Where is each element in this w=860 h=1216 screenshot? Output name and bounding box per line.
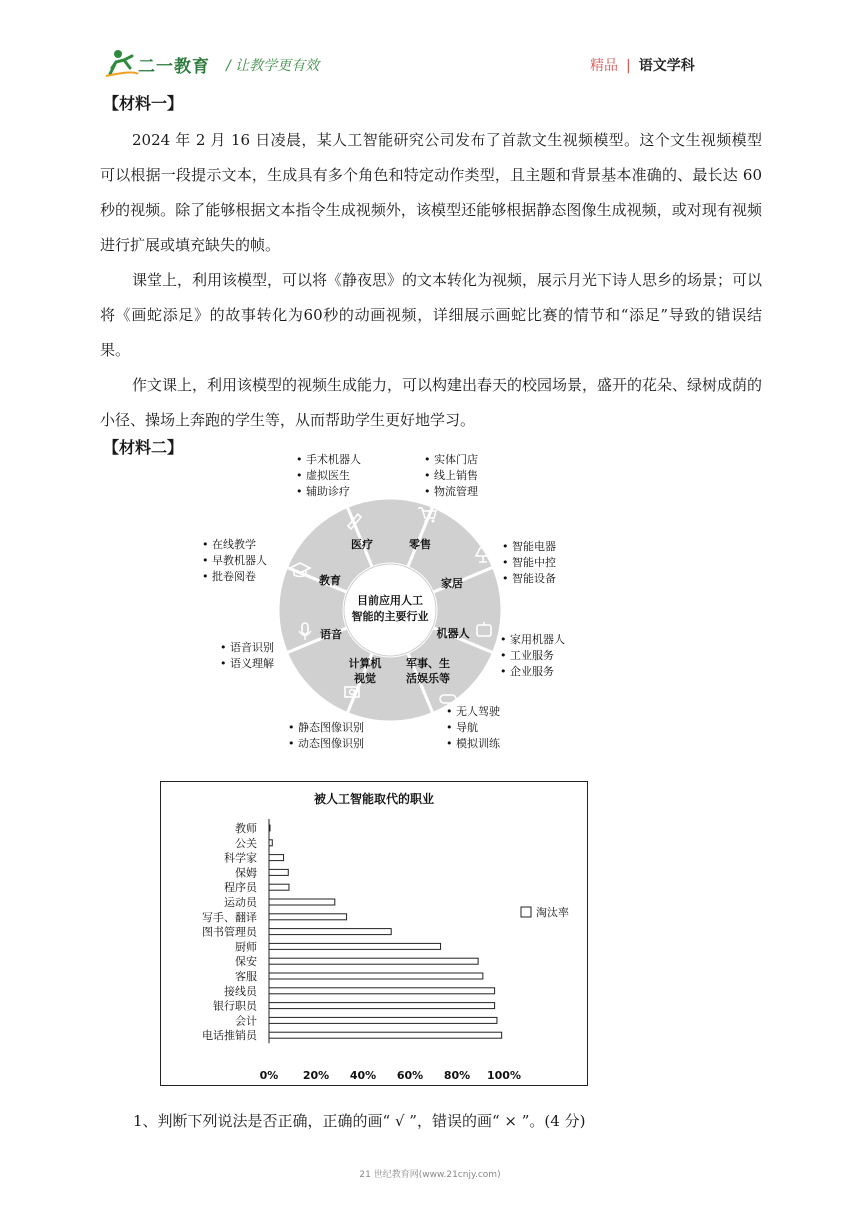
list-item: • 家用机器人 [500, 633, 565, 646]
list-item: • 语音识别 [220, 641, 274, 654]
list-item: • 企业服务 [500, 665, 554, 678]
bar-1 [269, 840, 272, 846]
sector-label-robot: 机器人 [436, 627, 470, 640]
chart-legend [521, 905, 569, 919]
bar-4 [269, 884, 289, 890]
voice-items [220, 640, 274, 672]
category-label: 电话推销员 [202, 1029, 257, 1043]
vision-items [288, 720, 364, 752]
category-label: 运动员 [224, 896, 257, 909]
legend-swatch [521, 907, 531, 917]
material1-paragraph-1: 2024 年 2 月 16 日凌晨，某人工智能研究公司发布了首款文生视频模型。这个文生视频模型可以根据一段提示文本，生成具有多个角色和特定动作类型，且主题和背景基本准确的、最长达 60 秒的视频。除了能够根据文本指令生成视频外，该模型还能够根据静态图像生成视频，或对现有视频进行扩展或填充缺失的帧。 [100, 131, 762, 254]
ring-center-line1: 目前应用人工 [357, 594, 423, 607]
occupation-replacement-bar-chart [160, 781, 588, 1086]
bar-3 [269, 869, 288, 875]
header-separator: | [626, 58, 631, 74]
material1-heading: 【材料一】 [103, 94, 184, 113]
bar-9 [269, 958, 478, 964]
military-items [446, 704, 500, 752]
material1-paragraph-3: 作文课上，利用该模型的视频生成能力，可以构建出春天的校园场景，盛开的花朵、绿树成荫的小径、操场上奔跑的学生等，从而帮助学生更好地学习。 [100, 376, 763, 429]
bar-7 [269, 929, 391, 935]
bar-11 [269, 988, 495, 994]
chart-title: 被人工智能取代的职业 [313, 792, 435, 806]
sector-label-voice: 语音 [320, 628, 342, 641]
bar-14 [269, 1032, 502, 1038]
list-item: • 导航 [446, 721, 478, 734]
list-item: • 虚拟医生 [296, 469, 350, 482]
list-item: • 早教机器人 [202, 554, 267, 567]
category-label: 保安 [235, 955, 257, 969]
question-1: 1、判断下列说法是否正确，正确的画“ √ ”，错误的画“ × ”。(4 分) [133, 1112, 586, 1130]
category-label: 保姆 [235, 866, 257, 880]
list-item: • 物流管理 [424, 485, 478, 498]
list-item: • 语义理解 [220, 657, 274, 670]
list-item: • 线上销售 [424, 469, 478, 482]
sector-label-home: 家居 [441, 577, 463, 590]
x-tick-label: 100% [487, 1069, 521, 1082]
legend-label: 淘汰率 [536, 906, 569, 919]
list-item: • 智能设备 [502, 572, 556, 585]
bar-6 [269, 914, 347, 920]
category-label: 会计 [235, 1014, 257, 1028]
x-tick-label: 60% [396, 1069, 424, 1082]
category-label: 厨师 [235, 940, 257, 954]
category-label: 公关 [235, 836, 257, 850]
category-label: 图书管理员 [202, 925, 257, 939]
education-items [202, 537, 267, 585]
list-item: • 手术机器人 [296, 453, 361, 466]
sector-label-vision-line1: 计算机 [348, 657, 382, 670]
material1-body [100, 123, 762, 438]
header-right [590, 55, 695, 75]
x-tick-label: 20% [302, 1069, 330, 1082]
list-item: • 智能中控 [502, 556, 556, 569]
bar-8 [269, 943, 441, 949]
brand-name: 二一教育 [138, 57, 210, 77]
sector-label-vision-line2: 视觉 [354, 672, 376, 685]
list-item: • 工业服务 [500, 649, 554, 662]
sector-label-military-line2: 活娱乐等 [406, 672, 450, 685]
home-items [502, 539, 556, 587]
retail-items [424, 452, 478, 500]
footer-source: 21 世纪教育网(www.21cnjy.com) [359, 1170, 501, 1180]
bar-13 [269, 1017, 497, 1023]
material1-paragraph-2: 课堂上，利用该模型，可以将《静夜思》的文本转化为视频，展示月光下诗人思乡的场景；可以将《画蛇添足》的故事转化为60秒的动画视频，详细展示画蛇比赛的情节和“添足”导致的错误结果。 [100, 271, 763, 359]
ai-industry-ring-diagram [270, 490, 510, 730]
sector-label-medical: 医疗 [351, 538, 373, 551]
category-label: 客服 [235, 970, 257, 983]
premium-badge: 精品 [590, 58, 618, 74]
x-tick-label: 80% [443, 1069, 471, 1082]
list-item: • 动态图像识别 [288, 737, 364, 750]
list-item: • 模拟训练 [446, 737, 500, 750]
list-item: • 实体门店 [424, 453, 478, 466]
sector-label-retail: 零售 [409, 538, 431, 551]
list-item: • 辅助诊疗 [296, 485, 350, 498]
category-label: 银行职员 [213, 999, 257, 1013]
list-item: • 无人驾驶 [446, 705, 500, 718]
list-item: • 静态图像识别 [288, 721, 364, 734]
brand-slogan: / 让教学更有效 [226, 58, 320, 74]
list-item: • 在线教学 [202, 538, 256, 551]
sector-label-education: 教育 [319, 574, 341, 587]
list-item: • 批卷阅卷 [202, 570, 256, 583]
category-label: 接线员 [224, 984, 257, 998]
category-label: 教师 [235, 822, 257, 835]
bar-2 [269, 855, 284, 861]
ring-center-line2: 智能的主要行业 [351, 610, 429, 623]
medical-items [296, 452, 361, 500]
bar-0 [269, 825, 270, 831]
category-label: 科学家 [224, 851, 257, 865]
robot-items [500, 632, 565, 680]
category-label: 写手、翻译 [202, 910, 257, 924]
material2-heading: 【材料二】 [103, 438, 184, 457]
sector-label-military-line1: 军事、生 [406, 657, 450, 670]
list-item: • 智能电器 [502, 540, 556, 553]
subject-label: 语文学科 [638, 58, 695, 74]
bar-5 [269, 899, 335, 905]
bar-10 [269, 973, 483, 979]
x-tick-label: 0% [259, 1069, 279, 1082]
bar-12 [269, 1003, 495, 1009]
category-label: 程序员 [224, 881, 257, 895]
x-tick-label: 40% [349, 1069, 377, 1082]
